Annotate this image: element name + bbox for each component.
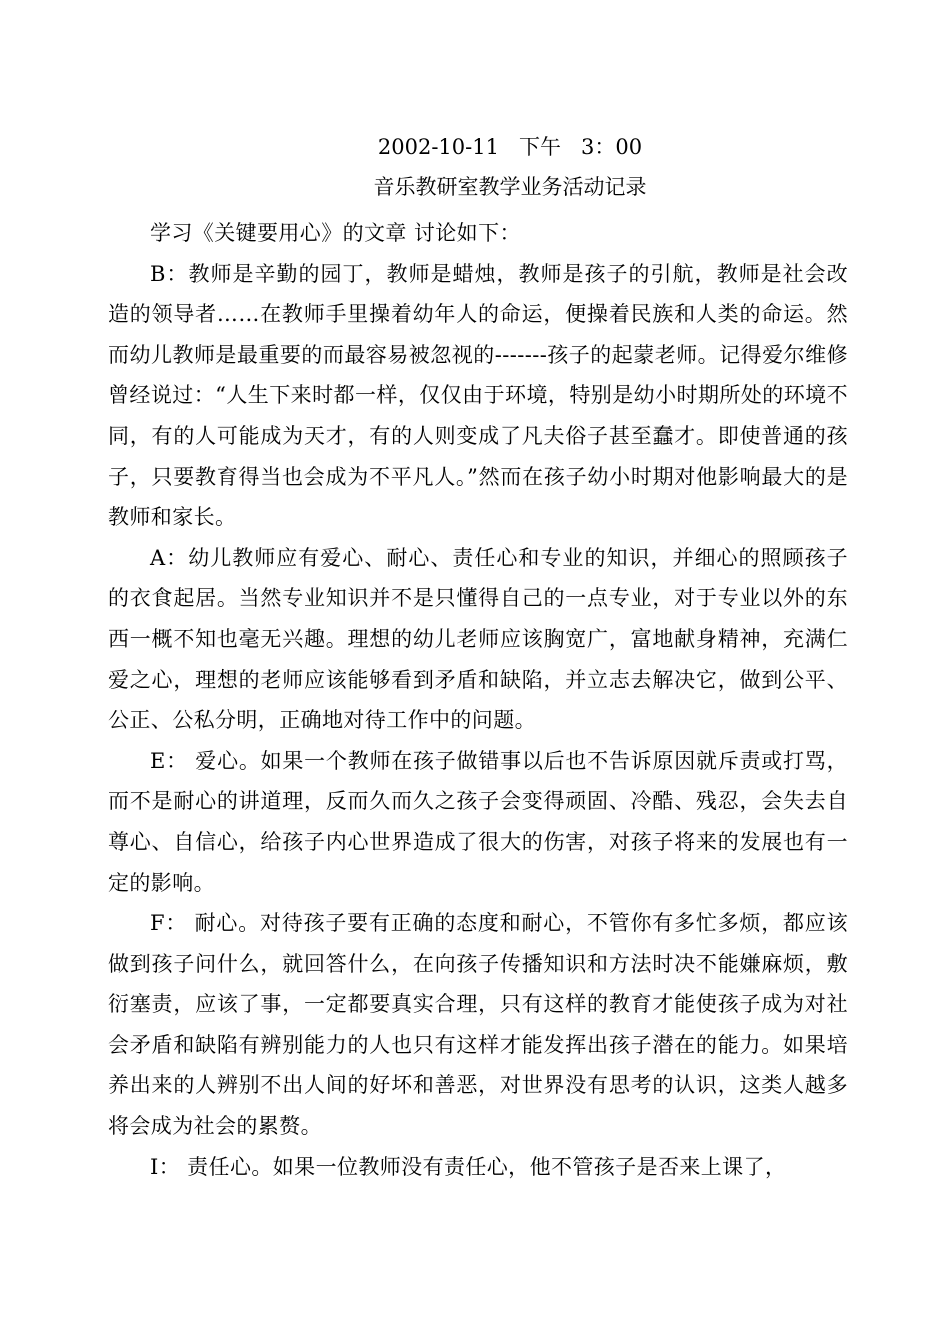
intro-paragraph: 学习《关键要用心》的文章 讨论如下： [150, 221, 521, 245]
paragraph-e: E： 爱心。如果一个教师在孩子做错事以后也不告诉原因就斥责或打骂，而不是耐心的讲道理，反而久而久之孩子会变得顽固、冷酷、残忍，会失去自尊心、自信心，给孩子内心世界造成了很大的伤害，对孩子将来的发展也有一定的影响。 [108, 748, 848, 895]
paragraph-b: B：教师是辛勤的园丁，教师是蜡烛，教师是孩子的引航，教师是社会改造的领导者……在教师手里操着幼年人的命运，便操着民族和人类的命运。然而幼儿教师是最重要的而最容易被忽视的-------孩子的起蒙老师。记得爱尔维修曾经说过：“人生下来时都一样，仅仅由于环境，特别是幼小时期所处的环境不同，有的人可能成为天才，有的人则变成了凡夫俗子甚至蠢才。即使普通的孩子，只要教育得当也会成为不平凡人。”然而在孩子幼小时期对他影响最大的是教师和家长。 [108, 261, 848, 530]
document-title: 音乐教研室教学业务活动记录 [373, 175, 647, 199]
paragraph-f: F： 耐心。对待孩子要有正确的态度和耐心，不管你有多忙多烦，都应该做到孩子问什么，就回答什么，在向孩子传播知识和方法时决不能嫌麻烦，敷衍塞责，应该了事，一定都要真实合理，只有这样的教育才能使孩子成为对社会矛盾和缺陷有辨别能力的人也只有这样才能发挥出孩子潜在的能力。如果培养出来的人辨别不出人间的好坏和善恶，对世界没有思考的认识，这类人越多将会成为社会的累赘。 [108, 911, 848, 1139]
document-body [108, 213, 848, 1187]
paragraph-a: A：幼儿教师应有爱心、耐心、责任心和专业的知识，并细心的照顾孩子的衣食起居。当然专业知识并不是只懂得自己的一点专业，对于专业以外的东西一概不知也毫无兴趣。理想的幼儿老师应该胸宽广，富地献身精神，充满仁爱之心，理想的老师应该能够看到矛盾和缺陷，并立志去解决它，做到公平、公正、公私分明，正确地对待工作中的问题。 [108, 545, 848, 733]
date-time-line: 2002-10-11 下午 3：00 [377, 135, 643, 159]
paragraph-i: I： 责任心。如果一位教师没有责任心，他不管孩子是否来上课了， [150, 1154, 787, 1179]
